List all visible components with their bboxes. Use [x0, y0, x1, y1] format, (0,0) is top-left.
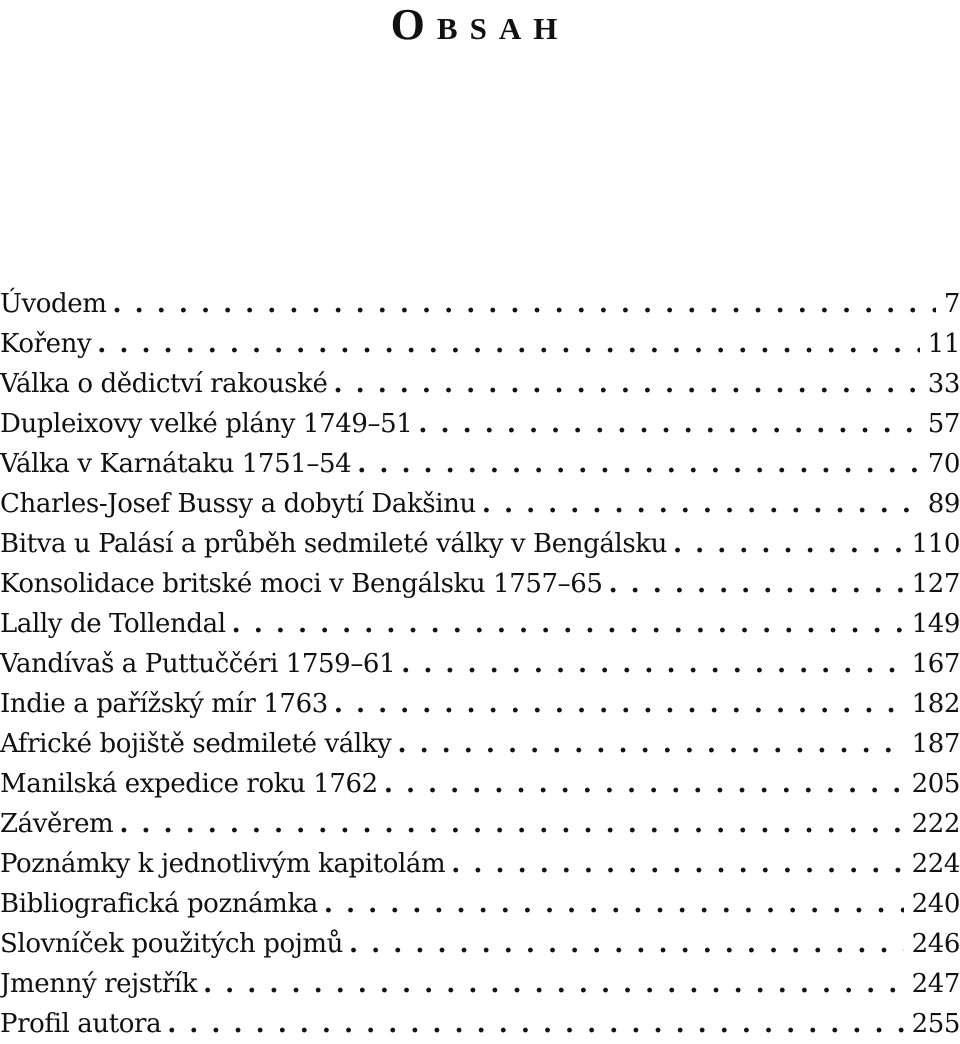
toc-entry-page: 224 [911, 849, 960, 879]
toc-list [0, 284, 960, 1044]
dot-leader [334, 684, 904, 724]
toc-entry-page: 187 [911, 729, 960, 759]
dot-leader [357, 444, 919, 484]
dot-leader [203, 964, 903, 1004]
toc-entry-title: Jmenný rejstřík [0, 969, 198, 999]
dot-leader [451, 844, 903, 884]
toc-entry-title: Bitva u Palásí a průběh sedmileté války v Bengálsku [0, 529, 667, 559]
toc-entry-page: 255 [911, 1009, 960, 1039]
toc-entry [0, 964, 960, 1004]
toc-entry [0, 404, 960, 444]
toc-entry-title: Lally de Tollendal [0, 609, 226, 639]
toc-entry [0, 884, 960, 924]
toc-entry-page: 89 [927, 489, 960, 519]
dot-leader [401, 644, 903, 684]
toc-entry-title: Indie a pařížský mír 1763 [0, 689, 328, 719]
dot-leader [119, 804, 903, 844]
toc-entry-page: 11 [927, 329, 960, 359]
toc-entry-title: Africké bojiště sedmileté války [0, 729, 392, 759]
toc-entry-page: 182 [911, 689, 960, 719]
toc-entry-page: 7 [943, 289, 960, 319]
dot-leader [167, 1004, 903, 1044]
dot-leader [609, 564, 904, 604]
toc-entry-title: Válka v Karnátaku 1751–54 [0, 449, 352, 479]
toc-entry [0, 684, 960, 724]
dot-leader [482, 484, 920, 524]
toc-entry [0, 924, 960, 964]
toc-entry-page: 205 [911, 769, 960, 799]
toc-entry [0, 524, 960, 564]
toc-entry [0, 724, 960, 764]
dot-leader [397, 724, 903, 764]
toc-entry [0, 324, 960, 364]
toc-entry-page: 240 [911, 889, 960, 919]
toc-entry-page: 222 [911, 809, 960, 839]
toc-entry [0, 604, 960, 644]
toc-entry-title: Kořeny [0, 329, 92, 359]
toc-entry-title: Úvodem [0, 289, 107, 319]
toc-entry-page: 127 [911, 569, 960, 599]
toc-entry-title: Závěrem [0, 809, 114, 839]
toc-entry-page: 149 [911, 609, 960, 639]
dot-leader [113, 284, 936, 324]
toc-entry-title: Manilská expedice roku 1762 [0, 769, 378, 799]
toc-entry [0, 844, 960, 884]
toc-entry-title: Profil autora [0, 1009, 162, 1039]
toc-entry-title: Slovníček použitých pojmů [0, 929, 344, 959]
toc-entry [0, 644, 960, 684]
toc-entry-page: 70 [927, 449, 960, 479]
toc-entry [0, 444, 960, 484]
toc-entry-title: Konsolidace britské moci v Bengálsku 1757–65 [0, 569, 603, 599]
dot-leader [349, 924, 904, 964]
toc-entry-page: 167 [911, 649, 960, 679]
dot-leader [97, 324, 919, 364]
dot-leader [673, 524, 904, 564]
toc-entry-title: Vandívaš a Puttuččéri 1759–61 [0, 649, 396, 679]
dot-leader [418, 404, 919, 444]
toc-entry [0, 1004, 960, 1044]
toc-entry-title: Poznámky k jednotlivým kapitolám [0, 849, 446, 879]
toc-entry-title: Charles-Josef Bussy a dobytí Dakšinu [0, 489, 476, 519]
toc-entry [0, 284, 960, 324]
toc-entry-page: 33 [927, 369, 960, 399]
toc-entry-page: 246 [911, 929, 960, 959]
toc-entry [0, 764, 960, 804]
toc-entry-title: Válka o dědictví rakouské [0, 369, 328, 399]
toc-entry-page: 247 [911, 969, 960, 999]
toc-entry-page: 110 [911, 529, 960, 559]
dot-leader [384, 764, 904, 804]
toc-entry-title: Bibliografická poznámka [0, 889, 318, 919]
toc-entry-page: 57 [927, 409, 960, 439]
dot-leader [324, 884, 904, 924]
dot-leader [333, 364, 919, 404]
toc-entry-title: Dupleixovy velké plány 1749–51 [0, 409, 413, 439]
toc-entry [0, 484, 960, 524]
toc-entry [0, 564, 960, 604]
toc-entry [0, 804, 960, 844]
toc-entry [0, 364, 960, 404]
dot-leader [232, 604, 904, 644]
page-title: Obsah [390, 0, 570, 49]
